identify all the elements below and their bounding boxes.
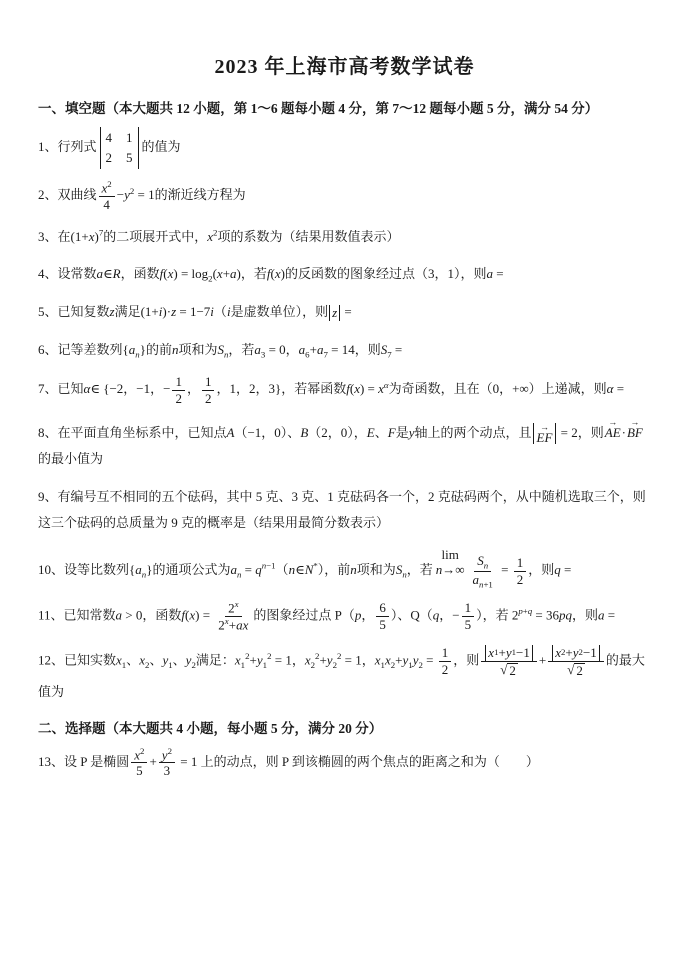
question-3: 3、在$(1+x)^7$的二项展开式中，$x^2$项的系数为（结果用数值表示） [38, 227, 400, 244]
question-5: 5、已知复数z满足(1+i)·z = 1−7i（i是虚数单位），则 z = [38, 304, 352, 320]
section-fill-in-header: 一、填空题（本大题共 12 小题，第 1～6 题每小题 4 分，第 7～12 题每小题 5 分，满分 54 分） [38, 101, 599, 116]
section-fill-in [38, 97, 651, 706]
question-6: 6、记等差数列$\{a_n\}$的前n项和为$S_n$，若$a_3 = 0$，$a_6+a_7 = 14$，则$S_7$ = [38, 341, 403, 360]
question-7: 7、已知α∈ {−2，−1，− $\frac{1}{2}$ ， $\frac{1}{2}$ ，1，2，3}，若幂函数$f(x) = x^\alpha$为奇函数，且在（0，+∞）上递减，则α = [38, 374, 625, 406]
question-8: 8、在平面直角坐标系中，已知点A（−1，0）、B（2，0），E、F是y轴上的两个动点，且 → EF = 2，则 → AE · → BF 的最小值为 [38, 416, 643, 467]
question-13: 13、设 P 是椭圆 $\frac{x^2}{5}$ + $\frac{y^2}{3}$ = 1 上的动点，则 P 到该椭圆的两个焦点的距离之和为（ ） [38, 745, 539, 779]
question-1: 1、行列式 4 1 2 5 的值为 [38, 127, 651, 169]
exam-title: 2023 年上海市高考数学试卷 [214, 56, 475, 78]
question-2: 2、双曲线 $\frac{x^2}{4}$ $-y^2 = 1$的渐近线方程为 [38, 179, 246, 213]
question-11: 11、已知常数a > 0，函数f(x) = $\frac{2^x}{2^x+ax}$ 的图象经过点 P（p， $\frac{6}{5}$ ）、Q（q，− $\frac{1}{5}$ ），若 $2^{p+q} = 36pq$，则a = [38, 599, 616, 633]
question-4: 4、设常数a∈R，函数$f(x) = \log_2(x+a)$，若f(x)的反函数的图象经过点（3，1），则a = [38, 266, 504, 285]
section-choice-header: 二、选择题（本大题共 4 小题，每小题 5 分，满分 20 分） [38, 720, 383, 736]
question-12: 12、已知实数$x_1$、$x_2$、$y_1$、$y_2$满足：$x_1^2+y_1^2 = 1$，$x_2^2+y_2^2 = 1$，$x_1x_2+y_1y_2$ = $\frac{1}{2}$ ，则 x 1 + y 1 −1 √ 2 + x 2 + y 2 −1 √ 2 的最大值为 [38, 644, 645, 699]
question-9: 9、有编号互不相同的五个砝码，其中 5 克、3 克、1 克砝码各一个，2 克砝码两个，从中随机选取三个，则这三个砝码的总质量为 9 克的概率是（结果用最简分数表示） [38, 488, 646, 531]
question-10: 10、设等比数列$\{a_n\}$的通项公式为$a_n$ = $q^{n-1}(n\in N^*)$，前n项和为$S_n$，若 lim n→∞ $\frac{S_n}{a_{n+1}}$ = $\frac{1}{2}$ ，则q = [38, 547, 572, 590]
section-choice [38, 717, 651, 780]
